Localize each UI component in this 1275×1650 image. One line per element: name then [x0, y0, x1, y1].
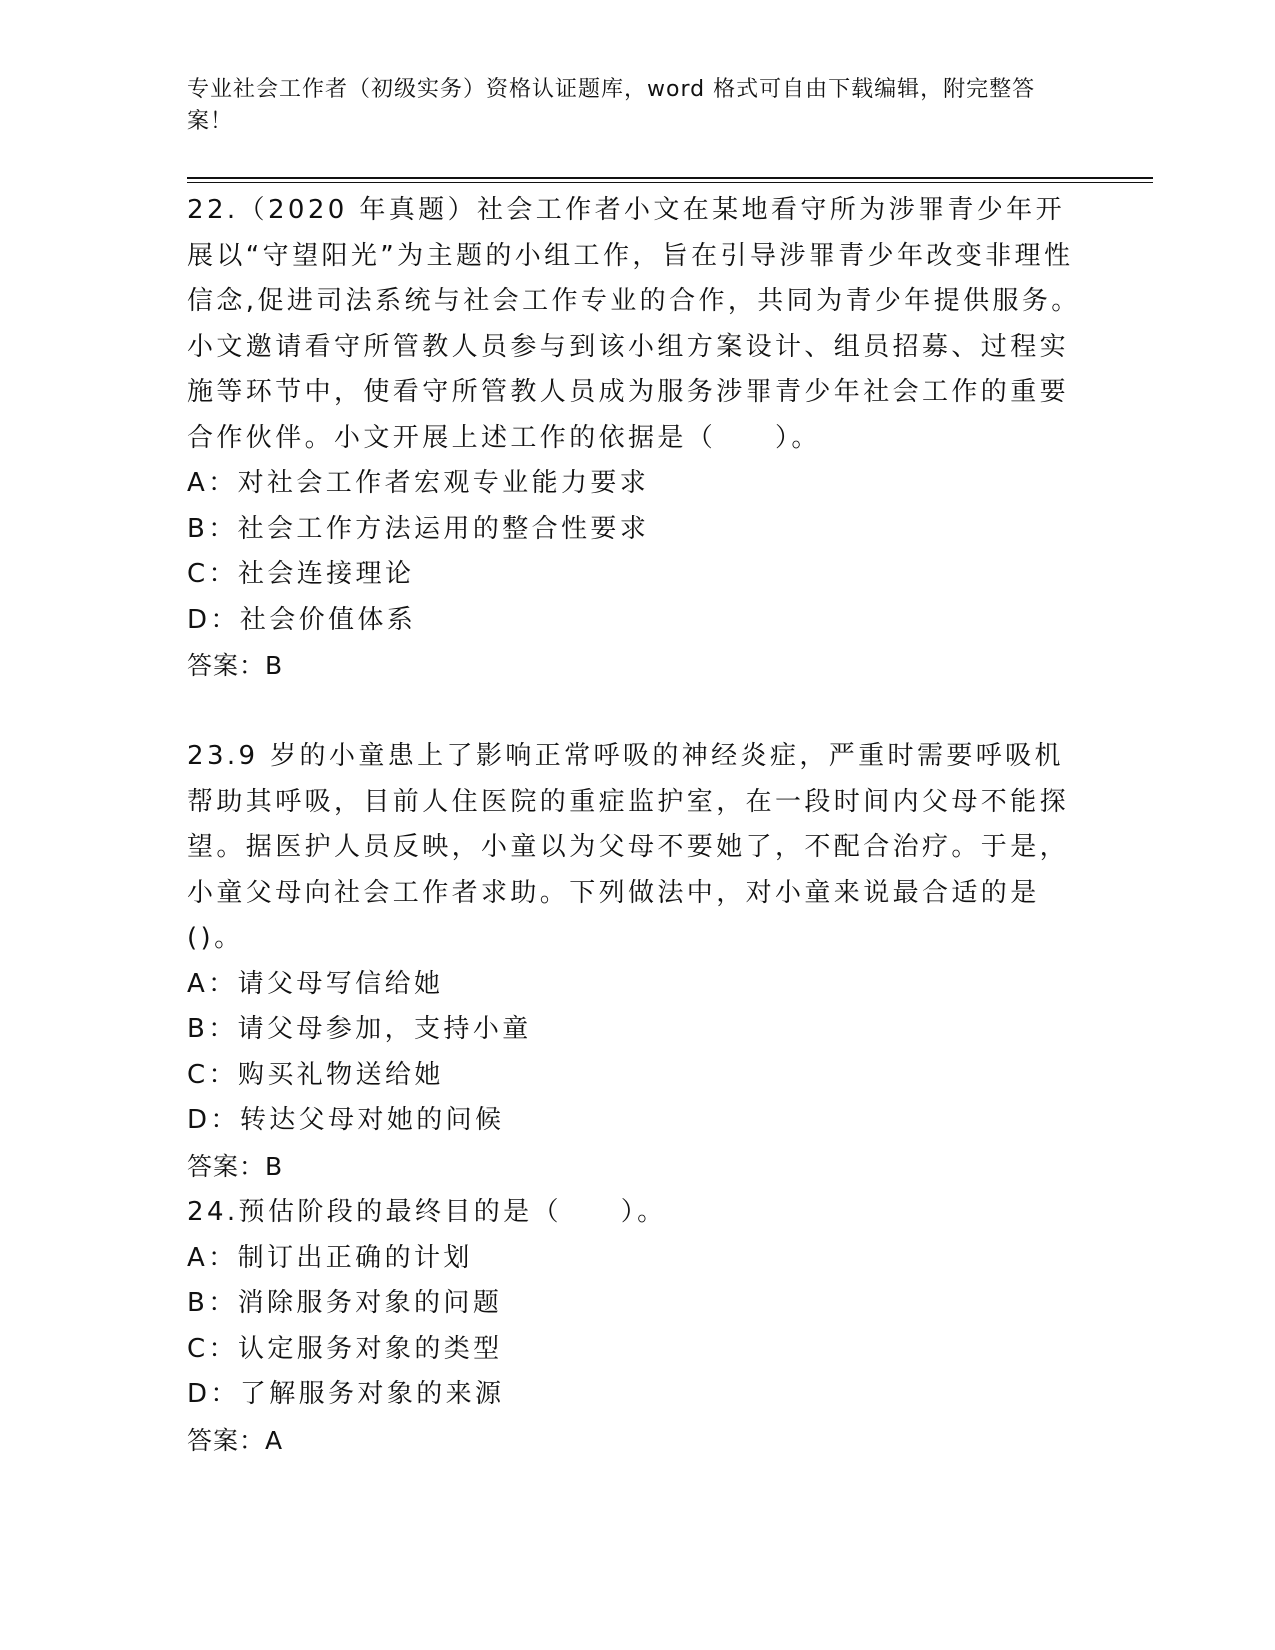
question-23: [187, 734, 1087, 1189]
option-d: D：社会价值体系: [187, 604, 417, 635]
answer: 答案：B: [187, 651, 284, 680]
option-d: D：转达父母对她的问候: [187, 1105, 505, 1135]
option-c: C：社会连接理论: [187, 559, 415, 589]
header-divider-thin: [187, 182, 1153, 183]
option-b: B：请父母参加，支持小童: [187, 1014, 532, 1044]
question-stem: 24.预估阶段的最终目的是（ ）。: [187, 1197, 667, 1227]
option-c: C：购买礼物送给她: [187, 1059, 444, 1090]
question-24: [187, 1190, 1087, 1463]
option-a: A：制订出正确的计划: [187, 1242, 473, 1273]
option-b: B：消除服务对象的问题: [187, 1288, 503, 1318]
question-stem: 23.9 岁的小童患上了影响正常呼吸的神经炎症，严重时需要呼吸机帮助其呼吸，目前人住医院的重症监护室，在一段时间内父母不能探望。据医护人员反映，小童以为父母不要她了，不配合治疗。于是，小童父母向社会工作者求助。下列做法中，对小童来说最合适的是()。: [187, 741, 1070, 953]
option-d: D：了解服务对象的来源: [187, 1379, 505, 1409]
option-a: A：对社会工作者宏观专业能力要求: [187, 468, 650, 498]
document-header: 专业社会工作者（初级实务）资格认证题库，word 格式可自由下载编辑，附完整答案！: [187, 77, 1036, 134]
option-c: C：认定服务对象的类型: [187, 1333, 503, 1364]
option-b: B：社会工作方法运用的整合性要求: [187, 513, 650, 544]
header-divider-thick: [187, 177, 1153, 179]
answer: 答案：B: [187, 1151, 284, 1181]
option-a: A：请父母写信给她: [187, 968, 444, 999]
answer: 答案：A: [187, 1425, 284, 1455]
question-stem: 22.（2020 年真题）社会工作者小文在某地看守所为涉罪青少年开展以“守望阳光”为主题的小组工作，旨在引导涉罪青少年改变非理性信念,促进司法系统与社会工作专业的合作，共同为青少年提供服务。小文邀请看守所管教人员参与到该小组方案设计、组员招募、过程实施等环节中，使看守所管教人员成为服务涉罪青少年社会工作的重要合作伙伴。小文开展上述工作的依据是（ ）。: [187, 195, 1081, 453]
question-22: [187, 188, 1087, 689]
